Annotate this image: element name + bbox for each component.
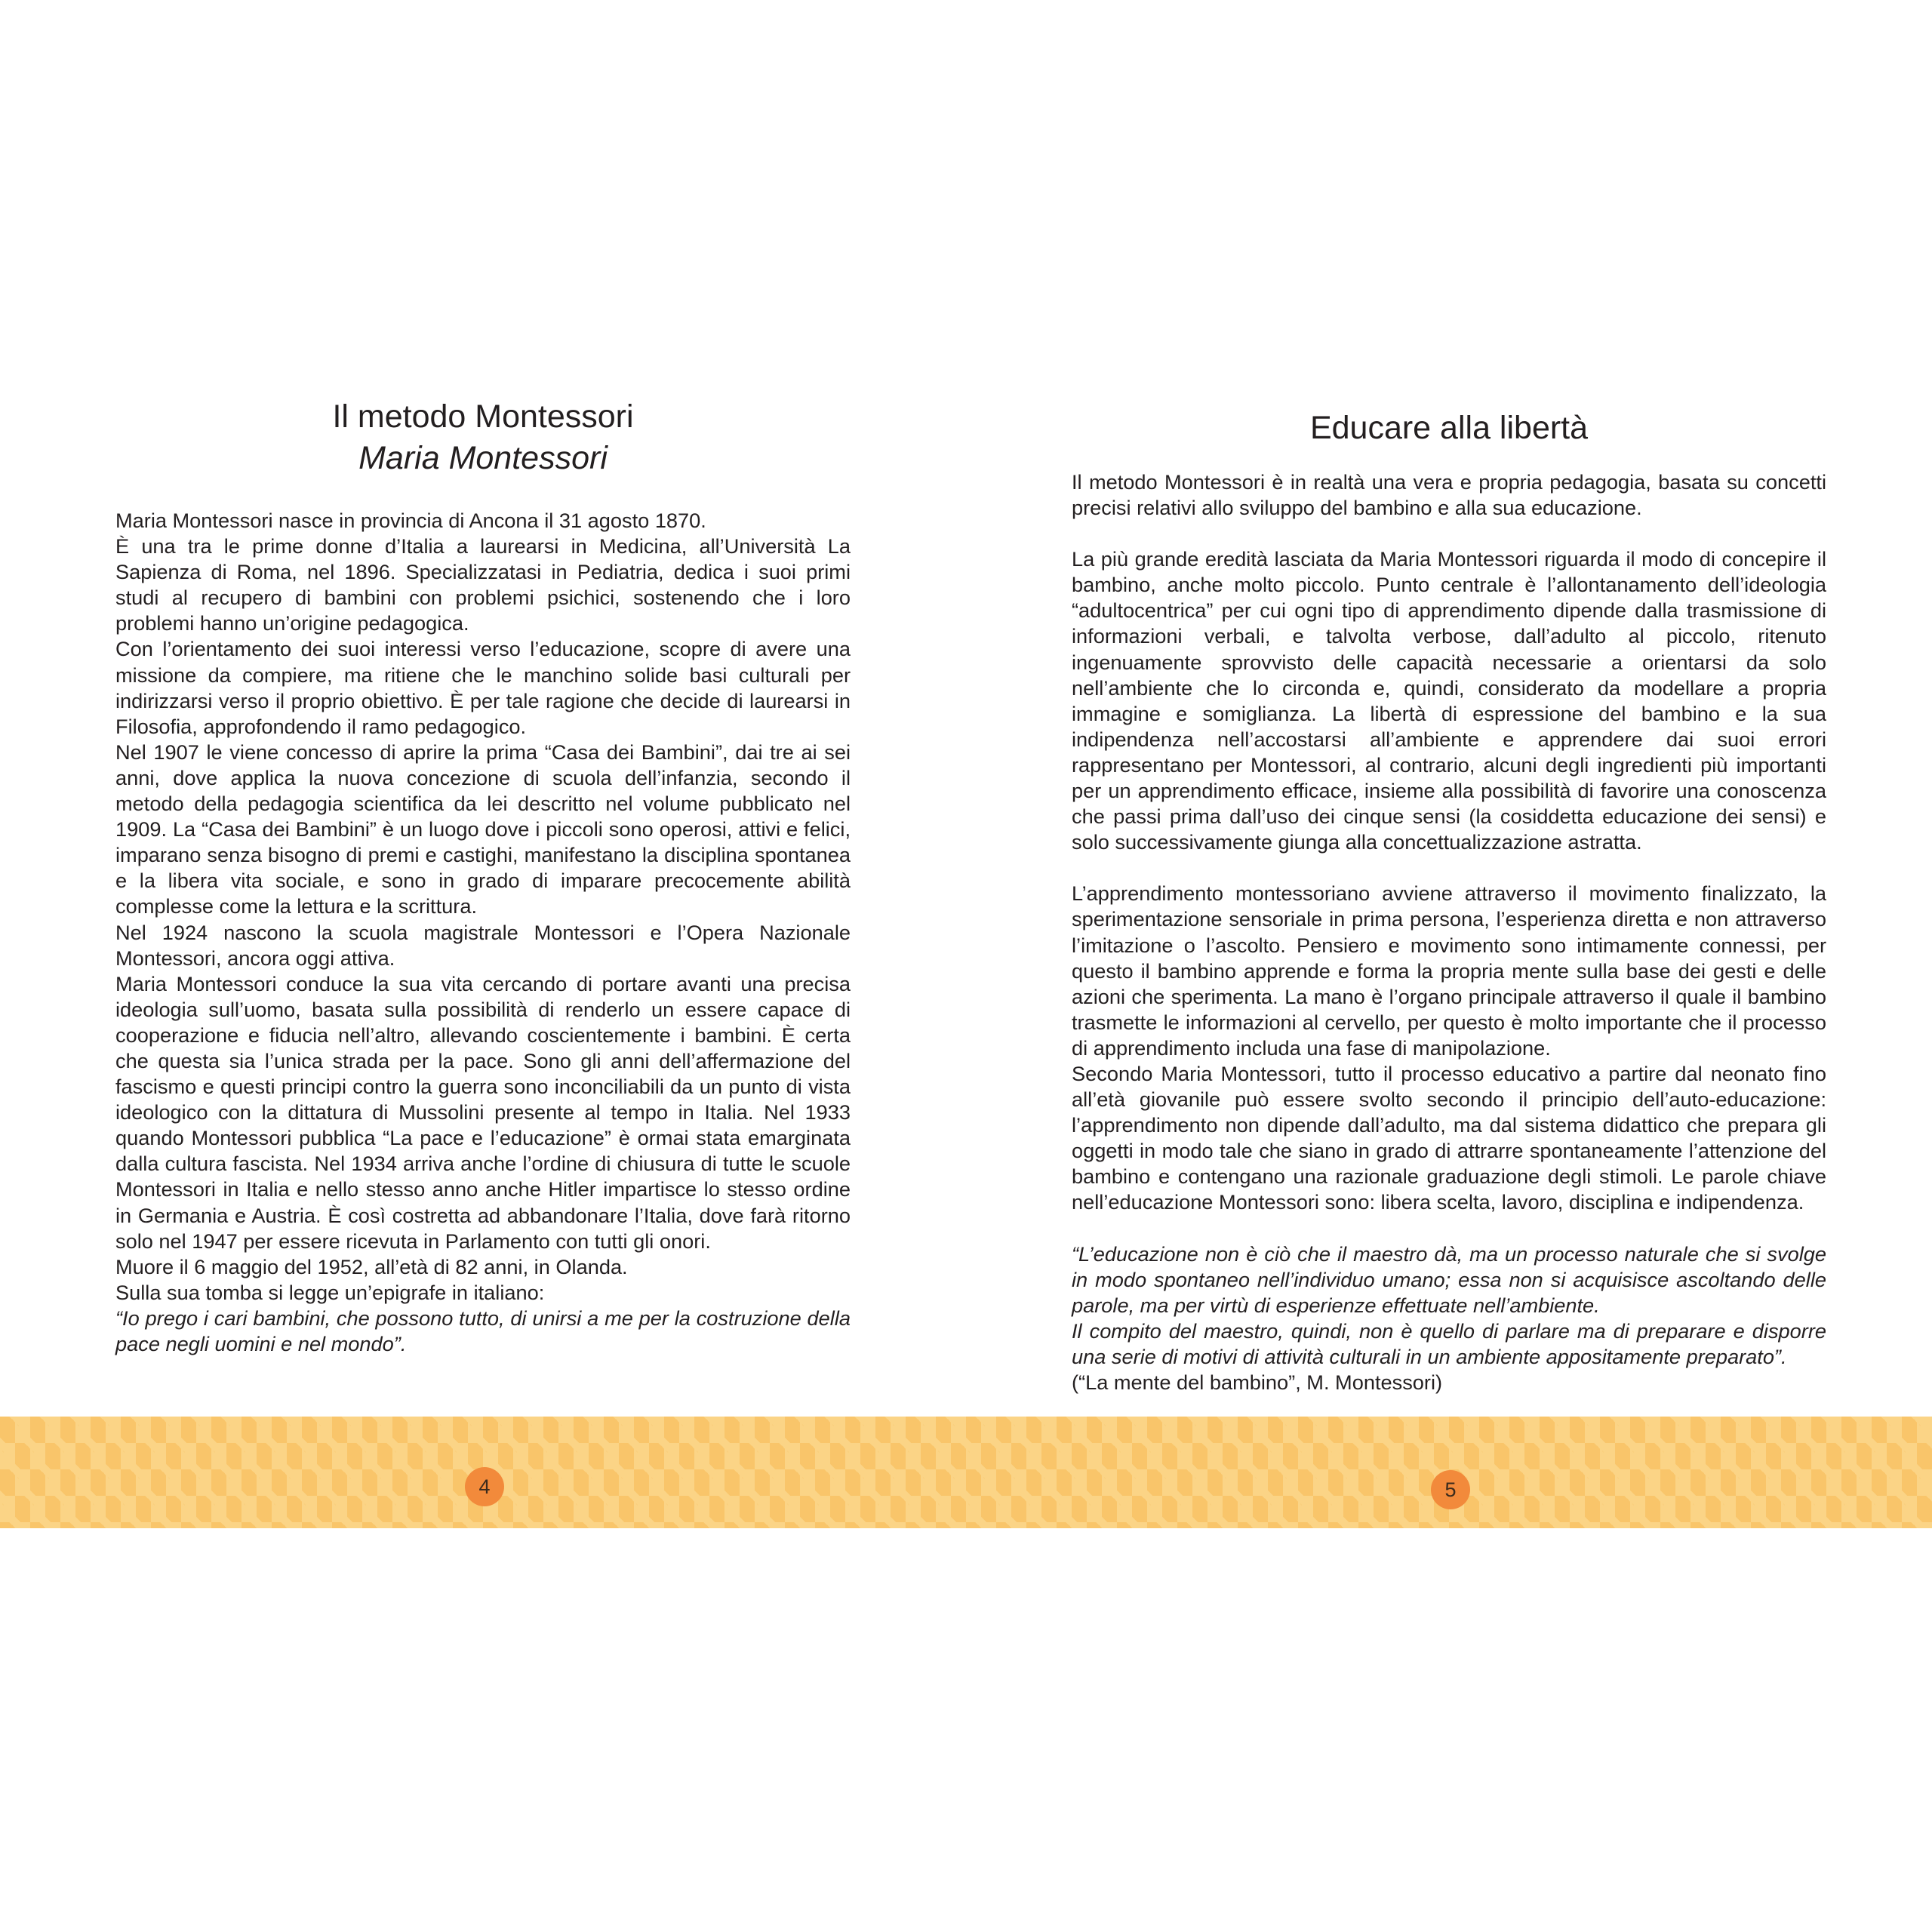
quote: Il compito del maestro, quindi, non è quello di parlare ma di preparare e disporre una serie di motivi di attività culturali in un ambiente appositamente preparato”.	[1072, 1318, 1826, 1368]
paragraph: Sulla sua tomba si legge un’epigrafe in italiano:	[115, 1280, 545, 1304]
paragraph: Muore il 6 maggio del 1952, all’età di 82 anni, in Olanda.	[115, 1254, 628, 1278]
paragraph: L’apprendimento montessoriano avviene attraverso il movimento finalizzato, la sperimentazione sensoriale in prima persona, l’esperienza diretta e non attraverso l’imitazione o l’ascolto. Pensiero e movimento sono intimamente connessi, per questo il bambino apprende e forma la propria mente sulla base dei gesti e delle azioni che sperimenta. La mano è l’organo principale attraverso il quale il bambino trasmette le informazioni al cervello, per questo è molto importante che il processo di apprendimento includa una fase di manipolazione.	[1072, 881, 1826, 1060]
paragraph: Il metodo Montessori è in realtà una vera e propria pedagogia, basata su concetti precisi relativi allo sviluppo del bambino e alla sua educazione.	[1072, 470, 1826, 520]
paragraph: La più grande eredità lasciata da Maria Montessori riguarda il modo di concepire il bambino, anche molto piccolo. Punto centrale è l’allontanamento dell’ideologia “adultocentrica” per cui ogni tipo di apprendimento dipende dalla trasmissione di informazioni verbali, e talvolta verbose, dall’adulto al piccolo, ritenuto ingenuamente sprovvisto delle capacità necessarie a orientarsi da solo nell’ambiente che lo circonda e, quindi, considerato da modellare a propria immagine e somiglianza. La libertà di espressione del bambino e la sua indipendenza nell’accostarsi all’ambiente e apprendere dai suoi errori rappresentano per Montessori, al contrario, alcuni degli ingredienti più importanti per un apprendimento efficace, insieme alla possibilità di favorire una conoscenza che passi prima dall’uso dei cinque sensi (la cosiddetta educazione dei sensi) e solo successivamente giunga alla concettualizzazione astratta.	[1072, 547, 1826, 854]
decorative-footer-band	[0, 1417, 1932, 1528]
paragraph: Secondo Maria Montessori, tutto il processo educativo a partire dal neonato fino all’età giovanile può essere svolto secondo il principio dell’auto-educazione: l’apprendimento non dipende dall’adulto, ma dal sistema didattico che prepara gli oggetti in modo tale che siano in grado di attrarre spontaneamente l’attenzione del bambino e contengano una razionale graduazione degli stimoli. Le parole chiave nell’educazione Montessori sono: libera scelta, lavoro, disciplina e indipendenza.	[1072, 1061, 1826, 1214]
paragraph: Nel 1907 le viene concesso di aprire la prima “Casa dei Bambini”, dai tre ai sei anni, dove applica la nuova concezione di scuola dell’infanzia, secondo il metodo della pedagogia scientifica da lei descritto nel volume pubblicato nel 1909. La “Casa dei Bambini” è un luogo dove i piccoli sono operosi, attivi e felici, imparano senza bisogno di premi e castighi, manifestano la disciplina spontanea e la libera vita sociale, e sono in grado di imparare precocemente abilità complesse come la lettura e la scrittura.	[115, 740, 851, 918]
right-page-body	[1072, 469, 1826, 1395]
paragraph: Nel 1924 nascono la scuola magistrale Montessori e l’Opera Nazionale Montessori, ancora oggi attiva.	[115, 920, 851, 970]
quote: “L’educazione non è ciò che il maestro dà, ma un processo naturale che si svolge in modo spontaneo nell’individuo umano; essa non si acquisisce ascoltando delle parole, ma per virtù di esperienze effettuate nell’ambiente.	[1072, 1241, 1826, 1317]
page-number-right: 5	[1431, 1470, 1470, 1509]
quote-citation: (“La mente del bambino”, M. Montessori)	[1072, 1371, 1443, 1394]
paragraph: Maria Montessori conduce la sua vita cercando di portare avanti una precisa ideologia sull’uomo, basata sulla possibilità di renderlo un essere capace di cooperazione e fiducia nell’altro, allevando coscientemente i bambini. È certa che questa sia l’unica strada per la pace. Sono gli anni dell’affermazione del fascismo e questi principi contro la guerra sono inconciliabili da un punto di vista ideologico con la dittatura di Mussolini presente al tempo in Italia. Nel 1933 quando Montessori pubblica “La pace e l’educazione” è ormai stata emarginata dalla cultura fascista. Nel 1934 arriva anche l’ordine di chiusura di tutte le scuole Montessori in Italia e nello stesso anno anche Hitler impartisce lo stesso ordine in Germania e Austria. È così costretta ad abbandonare l’Italia, dove farà ritorno solo nel 1947 per essere ricevuta in Parlamento con tutti gli onori.	[115, 971, 851, 1253]
left-page-title: Il metodo Montessori	[332, 398, 634, 435]
page-number-left: 4	[465, 1467, 504, 1506]
paragraph: Maria Montessori nasce in provincia di Ancona il 31 agosto 1870.	[115, 509, 706, 532]
left-page-body	[115, 508, 851, 1357]
epigraph-quote: “Io prego i cari bambini, che possono tutto, di unirsi a me per la costruzione della pace negli uomini e nel mondo”.	[115, 1306, 851, 1355]
paragraph: Con l’orientamento dei suoi interessi verso l’educazione, scopre di avere una missione da compiere, ma ritiene che le manchino solide basi culturali per indirizzarsi verso il proprio obiettivo. È per tale ragione che decide di laurearsi in Filosofia, approfondendo il ramo pedagogico.	[115, 637, 851, 738]
left-page-subtitle: Maria Montessori	[358, 440, 608, 476]
paragraph: È una tra le prime donne d’Italia a laurearsi in Medicina, all’Università La Sapienza di Roma, nel 1896. Specializzatasi in Pediatria, dedica i suoi primi studi al recupero di bambini con problemi psichici, sostenendo che i loro problemi hanno un’origine pedagogica.	[115, 534, 851, 635]
right-page	[966, 0, 1932, 1932]
right-page-title: Educare alla libertà	[1309, 410, 1589, 446]
